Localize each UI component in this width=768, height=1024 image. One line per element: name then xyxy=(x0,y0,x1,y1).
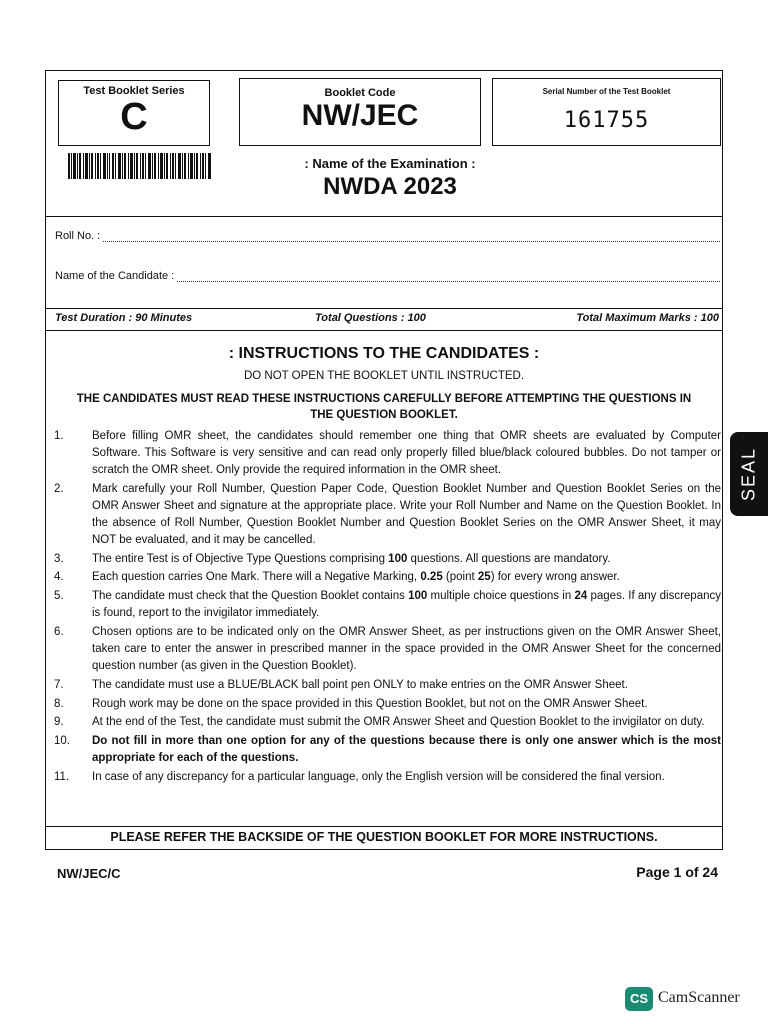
list-item: 10. Do not fill in more than one option for any of the questions because there is only one answer which is the most appropriate for each of the questions. xyxy=(54,735,721,765)
serial-number-label: Serial Number of the Test Booklet xyxy=(542,87,671,96)
candidate-name-field[interactable] xyxy=(55,270,720,282)
seal-label: SEAL xyxy=(738,446,759,502)
backside-instructions-note: PLEASE REFER THE BACKSIDE OF THE QUESTION BOOKLET FOR MORE INSTRUCTIONS. xyxy=(110,830,658,844)
serial-number-value: 161755 xyxy=(563,108,650,133)
list-item: 7. The candidate must use a BLUE/BLACK ball point pen ONLY to make entries on the OMR Answer Sheet. xyxy=(54,678,628,691)
list-item: 9. At the end of the Test, the candidate must submit the OMR Answer Sheet and Question Booklet to the invigilator on duty. xyxy=(54,716,705,729)
total-questions: Total Questions : 100 xyxy=(315,312,426,324)
booklet-code-label: Booklet Code xyxy=(324,87,396,99)
test-duration: Test Duration : 90 Minutes xyxy=(55,312,193,324)
instructions-heading: : INSTRUCTIONS TO THE CANDIDATES : xyxy=(228,345,540,362)
list-item: 5. The candidate must check that the Question Booklet contains 100 multiple choice questions in 24 pages. If any discrepancy is found, report to the invigilator immediately. xyxy=(54,590,721,620)
serial-number-box xyxy=(492,78,721,146)
list-item: 6. Chosen options are to be indicated only on the OMR Answer Sheet, as per instructions given on the OMR Answer Sheet, taken care to enter the answer in prescribed manner in the space provided in the OMR Answer Sheet for the concerned question number (as given in the Question Booklet). xyxy=(54,625,721,672)
list-item: 3. The entire Test is of Objective Type Questions comprising 100 questions. All questions are mandatory. xyxy=(54,552,611,565)
list-item: 4. Each question carries One Mark. There will a Negative Marking, 0.25 (point 25) for every wrong answer. xyxy=(54,571,620,584)
booklet-footer-code: NW/JEC/C xyxy=(57,866,121,881)
examination-label: : Name of the Examination : xyxy=(304,156,476,171)
divider xyxy=(45,308,723,309)
examination-name: NWDA 2023 xyxy=(323,173,457,200)
series-label: Test Booklet Series xyxy=(83,85,185,97)
candidate-name-label: Name of the Candidate : xyxy=(55,270,175,282)
camscanner-watermark: CamScanner xyxy=(658,989,740,1006)
list-item: 11. In case of any discrepancy for a particular language, only the English version will be considered the final version. xyxy=(54,770,665,783)
candidate-name-line[interactable] xyxy=(177,272,720,282)
seal-tab[interactable] xyxy=(730,432,768,516)
list-item: 2. Mark carefully your Roll Number, Question Paper Code, Question Booklet Number and Question Booklet Series on the OMR Answer Sheet and signature at the appropriate place. Write your Roll Number and Name on the Question Booklet. In the absence of Roll Number, Question Booklet Number and Question Booklet Series on the OMR Answer Sheet, it may NOT be evaluated, and it may be cancelled. xyxy=(54,482,721,546)
list-item: 1. Before filling OMR sheet, the candidates should remember one thing that OMR sheets are evaluated by Computer Software. This Software is very sensitive and can read only properly filled blue/black coloured bubbles. Do not tamper or scratch the OMR sheet. Only provide the required information in the OMR sheet. xyxy=(54,430,721,476)
total-maximum-marks: Total Maximum Marks : 100 xyxy=(576,312,719,324)
roll-number-field[interactable] xyxy=(55,230,720,242)
roll-number-line[interactable] xyxy=(103,232,720,242)
list-item: 8. Rough work may be done on the space provided in this Question Booklet, but not on the OMR Answer Sheet. xyxy=(54,697,648,710)
divider xyxy=(45,826,723,827)
booklet-code-value: NW/JEC xyxy=(301,99,419,132)
roll-number-label: Roll No. : xyxy=(55,230,101,242)
page-number: Page 1 of 24 xyxy=(636,864,718,880)
booklet-code-box xyxy=(239,78,481,146)
barcode xyxy=(68,153,212,179)
instructions-subheading: DO NOT OPEN THE BOOKLET UNTIL INSTRUCTED. xyxy=(243,370,525,382)
instructions-list xyxy=(54,428,721,788)
series-value: C xyxy=(120,96,148,138)
divider xyxy=(45,330,723,331)
camscanner-logo-icon: CS xyxy=(625,987,653,1011)
divider xyxy=(45,216,723,217)
instructions-warning: THE CANDIDATES MUST READ THESE INSTRUCTIONS CAREFULLY BEFORE ATTEMPTING THE QUESTIONS IN THE QUESTION BOOKLET. xyxy=(76,393,692,421)
test-booklet-series-box xyxy=(58,80,210,146)
